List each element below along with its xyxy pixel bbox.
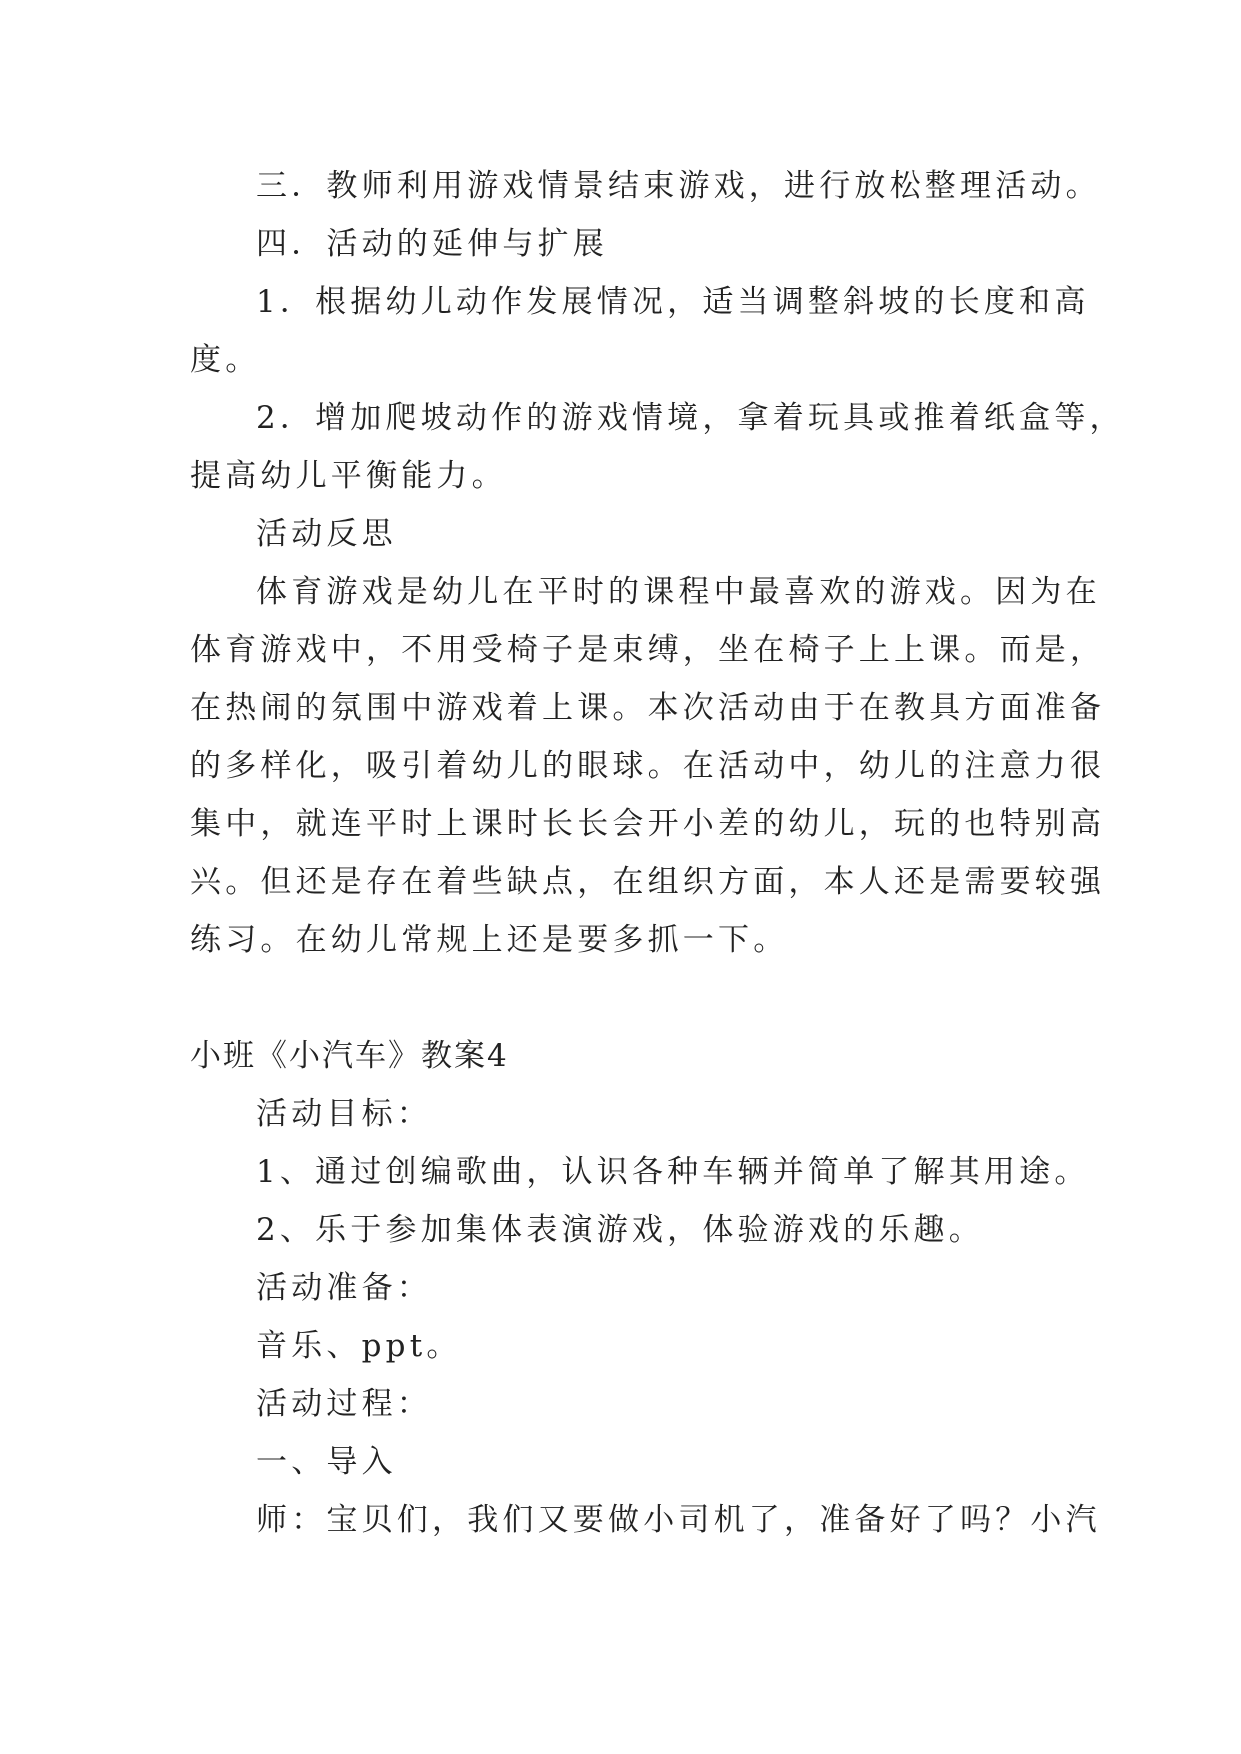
paragraph-line: 师：宝贝们，我们又要做小司机了，准备好了吗？小汽 [256, 1502, 1101, 1538]
paragraph-line: 兴。但还是存在着些缺点，在组织方面，本人还是需要较强 [190, 864, 1106, 900]
paragraph-line: 活动准备： [256, 1270, 432, 1306]
paragraph-line: 1．根据幼儿动作发展情况，适当调整斜坡的长度和高 [256, 284, 1090, 320]
paragraph-line: 2．增加爬坡动作的游戏情境，拿着玩具或推着纸盒等， [256, 400, 1125, 436]
paragraph-line: 2、乐于参加集体表演游戏，体验游戏的乐趣。 [256, 1212, 984, 1248]
paragraph-line: 三．教师利用游戏情景结束游戏，进行放松整理活动。 [256, 168, 1101, 204]
paragraph-line: 一、导入 [256, 1444, 397, 1480]
paragraph-line: 的多样化，吸引着幼儿的眼球。在活动中，幼儿的注意力很 [190, 748, 1106, 784]
paragraph-line: 集中，就连平时上课时长长会开小差的幼儿，玩的也特别高 [190, 806, 1106, 842]
paragraph-line: 提高幼儿平衡能力。 [190, 458, 507, 494]
reflection-heading: 活动反思 [256, 516, 397, 552]
paragraph-line: 度。 [190, 342, 261, 378]
paragraph-line: 活动目标： [256, 1096, 432, 1132]
paragraph-line: 音乐、ppt。 [256, 1328, 462, 1364]
paragraph-line: 活动过程： [256, 1386, 432, 1422]
paragraph-line: 体育游戏是幼儿在平时的课程中最喜欢的游戏。因为在 [256, 574, 1101, 610]
paragraph-line: 1、通过创编歌曲，认识各种车辆并简单了解其用途。 [256, 1154, 1090, 1190]
lesson-title: 小班《小汽车》教案4 [190, 1038, 509, 1074]
paragraph-line: 在热闹的氛围中游戏着上课。本次活动由于在教具方面准备 [190, 690, 1106, 726]
paragraph-line: 四．活动的延伸与扩展 [256, 226, 608, 262]
paragraph-line: 体育游戏中，不用受椅子是束缚，坐在椅子上上课。而是， [190, 632, 1106, 668]
paragraph-line: 练习。在幼儿常规上还是要多抓一下。 [190, 922, 789, 958]
